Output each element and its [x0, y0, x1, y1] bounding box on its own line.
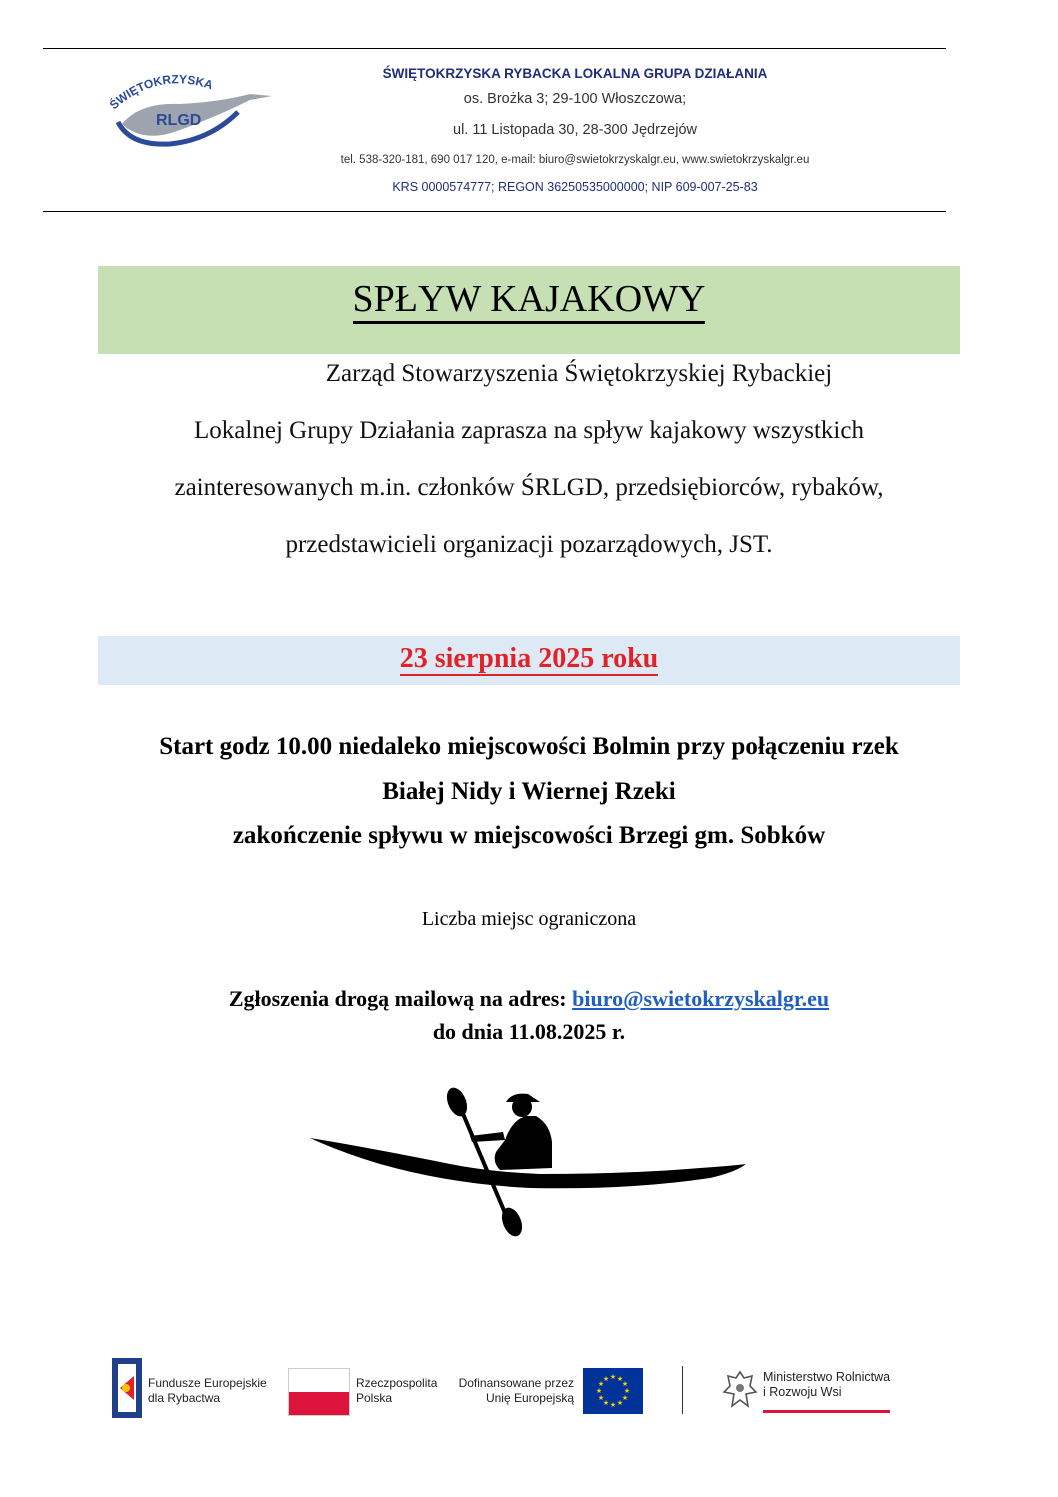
svg-text:★: ★ — [602, 1375, 610, 1383]
header-bottom-rule — [43, 211, 946, 212]
start-line-2: Białej Nidy i Wiernej Rzeki — [382, 778, 676, 805]
ministry-red-rule — [763, 1410, 890, 1413]
eu-line-2: Unię Europejską — [485, 1391, 574, 1405]
rlgd-logo — [100, 72, 280, 152]
svg-text:★: ★ — [623, 1387, 631, 1395]
fe-line-1: Fundusze Europejskie — [148, 1376, 267, 1390]
fe-line-2: dla Rybactwa — [148, 1391, 221, 1405]
deadline: do dnia 11.08.2025 r. — [432, 1019, 626, 1044]
rp-line-2: Polska — [356, 1391, 393, 1405]
page-title-text: SPŁYW KAJAKOWY — [353, 278, 706, 324]
page-title — [0, 276, 1058, 322]
svg-text:★: ★ — [621, 1380, 629, 1388]
intro-line-2: Lokalnej Grupy Działania zaprasza na spływ kajakowy wszystkich — [194, 417, 864, 444]
kayaker-silhouette-icon — [300, 1080, 760, 1250]
limit-note: Liczba miejsc ograniczona — [421, 908, 637, 930]
event-date-text: 23 sierpnia 2025 roku — [399, 643, 659, 674]
end-line: zakończenie spływu w miejscowości Brzegi gm. Sobków — [232, 822, 826, 849]
address-line-1: os. Brożka 3; 29-100 Włoszczowa; — [463, 91, 687, 107]
fe-rybactwa-logo-icon — [112, 1358, 142, 1418]
registry-line: KRS 0000574777; REGON 36250535000000; NIP 609-007-25-83 — [392, 180, 758, 194]
signup-prefix: Zgłoszenia drogą mailową na adres: — [228, 986, 573, 1011]
address-line-2: ul. 11 Listopada 30, 28-300 Jędrzejów — [453, 122, 697, 138]
start-line-1: Start godz 10.00 niedaleko miejscowości Bolmin przy połączeniu rzek — [159, 733, 899, 760]
ministry-label — [763, 1370, 890, 1400]
eu-line-1: Dofinansowane przez — [458, 1376, 574, 1390]
eu-flag-icon — [583, 1368, 643, 1414]
intro-line-4: przedstawicieli organizacji pozarządowych, JST. — [285, 531, 773, 558]
svg-text:★: ★ — [609, 1373, 617, 1381]
signup-email-link[interactable]: biuro@swietokrzyskalgr.eu — [572, 986, 830, 1011]
svg-text:★: ★ — [597, 1380, 605, 1388]
signup-line — [40, 986, 1018, 1012]
rp-line-1: Rzeczpospolita — [356, 1376, 438, 1390]
svg-text:★: ★ — [609, 1401, 617, 1409]
header-top-rule — [43, 48, 946, 49]
svg-text:★: ★ — [621, 1394, 629, 1402]
svg-text:★: ★ — [616, 1375, 624, 1383]
fe-rybactwa-label — [148, 1376, 267, 1406]
intro-line-3: zainteresowanych m.in. członków ŚRLGD, przedsiębiorców, rybaków, — [174, 474, 884, 501]
eu-label — [458, 1376, 574, 1406]
logo-arc-text: ŚWIĘTOKRZYSKA — [106, 72, 215, 113]
footer-divider — [682, 1366, 683, 1414]
min-line-2: i Rozwoju Wsi — [763, 1385, 842, 1399]
org-name: ŚWIĘTOKRZYSKA RYBACKA LOKALNA GRUPA DZIAŁANIA — [382, 66, 768, 81]
svg-text:★: ★ — [616, 1399, 624, 1407]
min-line-1: Ministerstwo Rolnictwa — [763, 1370, 891, 1384]
svg-text:★: ★ — [597, 1394, 605, 1402]
svg-text:★: ★ — [602, 1399, 610, 1407]
logo-abbrev: RLGD — [156, 112, 202, 129]
svg-text:★: ★ — [595, 1387, 603, 1395]
rp-label — [356, 1376, 437, 1406]
intro-line-1: Zarząd Stowarzyszenia Świętokrzyskiej Rybackiej — [325, 360, 833, 387]
polish-eagle-icon — [722, 1368, 758, 1412]
event-date — [0, 641, 1058, 677]
polish-flag-icon — [288, 1368, 350, 1416]
contact-line: tel. 538-320-181, 690 017 120, e-mail: biuro@swietokrzyskalgr.eu, www.swietokrzyskalgr.eu — [340, 154, 810, 166]
